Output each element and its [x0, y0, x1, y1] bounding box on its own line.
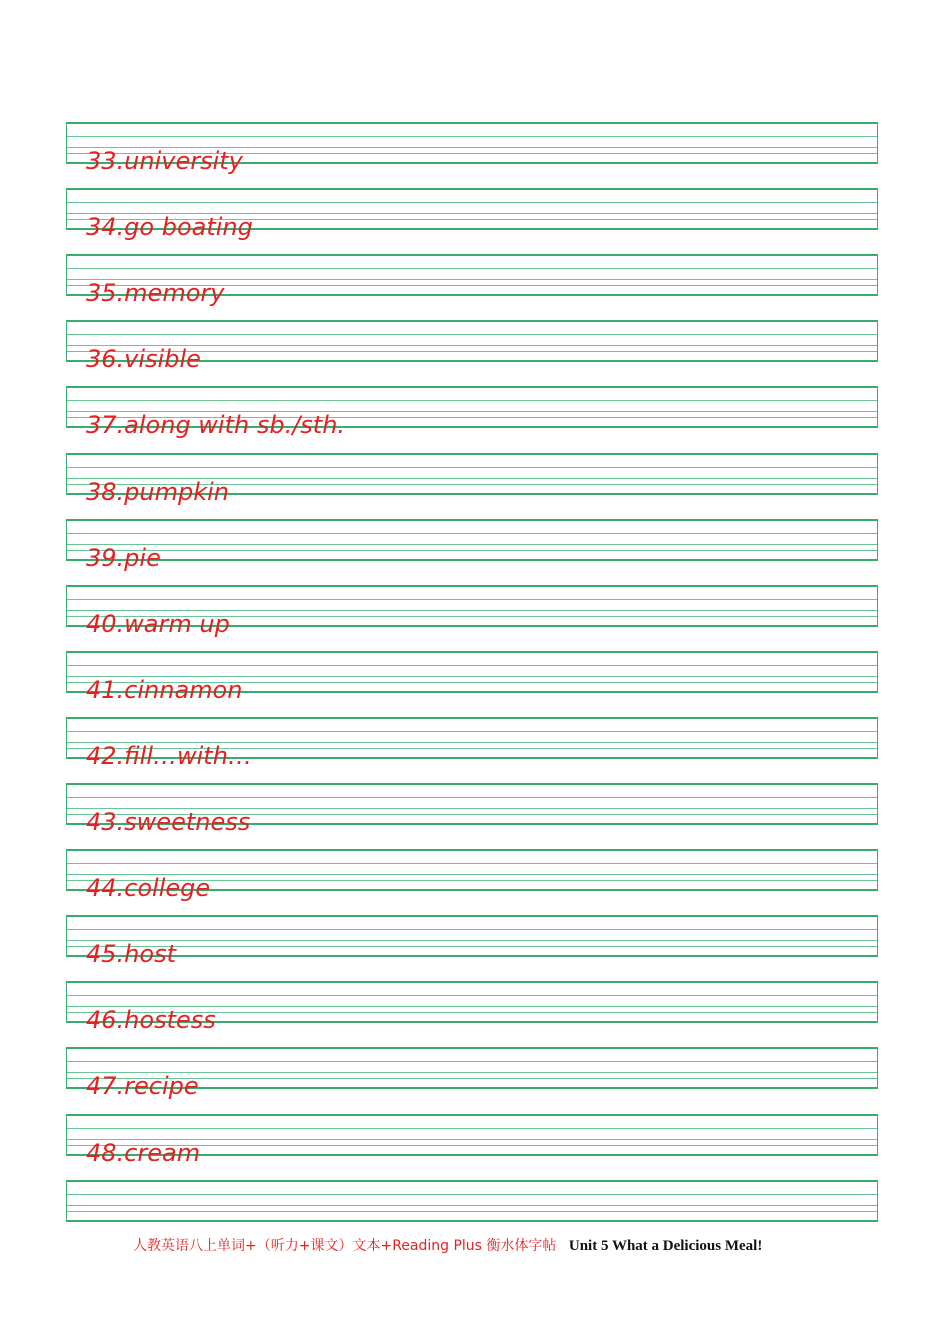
guide-line	[67, 1211, 877, 1212]
vocab-word: 37.along with sb./sth.	[86, 411, 346, 439]
guide-line	[67, 400, 877, 401]
guide-line	[67, 929, 877, 930]
guide-line	[67, 544, 877, 545]
writing-band	[66, 915, 878, 957]
vocab-word: 48.cream	[86, 1139, 201, 1167]
vocab-word: 41.cinnamon	[86, 676, 243, 704]
vocab-word: 34.go boating	[86, 213, 253, 241]
vocab-word: 45.host	[86, 940, 176, 968]
guide-line	[67, 1128, 877, 1129]
guide-line	[67, 202, 877, 203]
page-footer	[133, 1236, 762, 1256]
guide-line	[67, 1205, 877, 1206]
guide-line	[67, 1194, 877, 1195]
guide-line	[67, 467, 877, 468]
guide-line	[67, 946, 877, 947]
vocab-word: 33.university	[86, 147, 243, 175]
vocab-word: 35.memory	[86, 279, 225, 307]
guide-line	[67, 533, 877, 534]
guide-line	[67, 268, 877, 269]
footer-unit-title: Unit 5 What a Delicious Meal!	[568, 1238, 763, 1254]
footer-series-title: 人教英语八上单词+（听力+课文）文本+Reading Plus 衡水体字帖	[133, 1238, 557, 1254]
vocab-word: 38.pumpkin	[86, 478, 230, 506]
guide-line	[67, 334, 877, 335]
guide-line	[67, 599, 877, 600]
vocab-word: 44.college	[86, 874, 211, 902]
guide-line	[67, 863, 877, 864]
vocab-word: 46.hostess	[86, 1006, 216, 1034]
guide-line	[67, 665, 877, 666]
guide-line	[67, 1061, 877, 1062]
writing-band	[66, 519, 878, 561]
guide-line	[67, 940, 877, 941]
writing-band	[66, 1180, 878, 1222]
vocab-word: 43.sweetness	[86, 808, 251, 836]
vocab-word: 40.warm up	[86, 610, 230, 638]
vocab-word: 39.pie	[86, 544, 161, 572]
vocab-word: 42.fill…with…	[86, 742, 252, 770]
guide-line	[67, 797, 877, 798]
vocab-word: 47.recipe	[86, 1072, 199, 1100]
guide-line	[67, 731, 877, 732]
guide-line	[67, 136, 877, 137]
guide-line	[67, 995, 877, 996]
vocab-word: 36.visible	[86, 345, 201, 373]
guide-line	[67, 550, 877, 551]
